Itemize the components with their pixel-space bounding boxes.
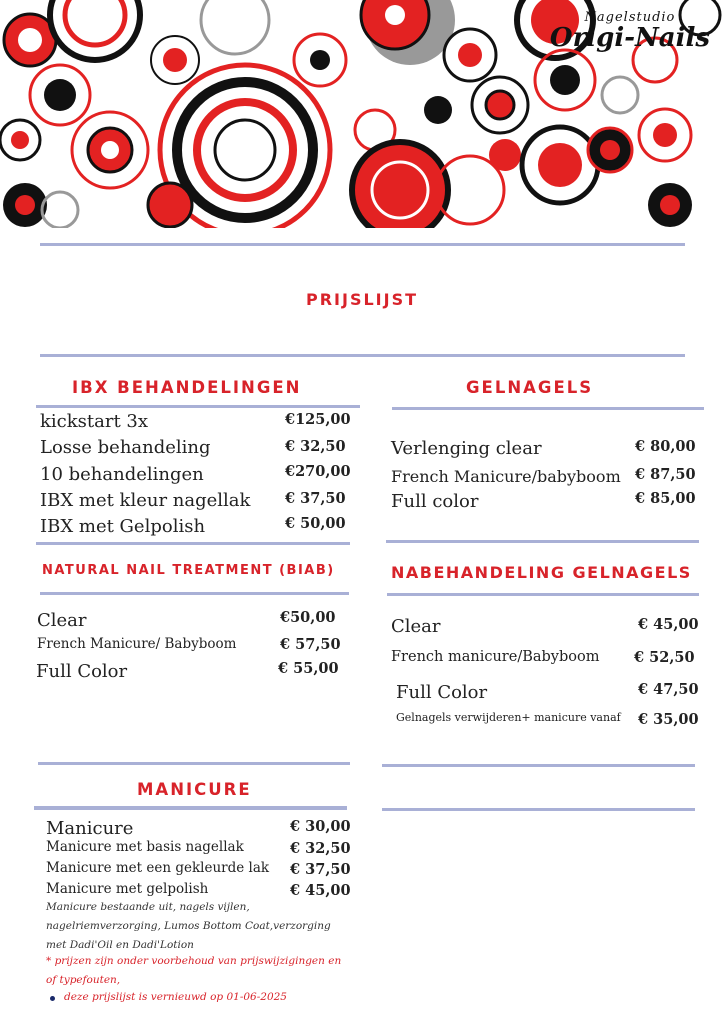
divider-biab <box>40 592 349 595</box>
divider-nabehandeling <box>387 593 699 596</box>
nabehandeling-item: Full Color <box>396 682 488 703</box>
section-title-biab: NATURAL NAIL TREATMENT (BIAB) <box>42 563 335 578</box>
manicure-price: € 32,50 <box>290 840 351 857</box>
biab-item: Clear <box>37 610 87 631</box>
divider-manicure-top <box>38 762 350 765</box>
manicure-item: Manicure met een gekleurde lak <box>46 860 270 876</box>
ibx-price: € 37,50 <box>285 490 346 507</box>
gelnagels-price: € 80,00 <box>635 438 696 455</box>
nabehandeling-price: € 52,50 <box>634 649 695 666</box>
divider-manicure <box>34 806 347 810</box>
manicure-description: Manicure bestaande uit, nagels vijlen, nagelriemverzorging, Lumos Bottom Coat,verzorging met Dadi'Oil en Dadi'Lotion <box>46 901 331 951</box>
manicure-price: € 30,00 <box>290 818 351 835</box>
divider-gelnagels-bottom <box>386 540 699 543</box>
price-disclaimer: * prijzen zijn onder voorbehoud van prijswijzigingen en of typefouten, <box>46 955 342 986</box>
manicure-price: € 37,50 <box>290 861 351 878</box>
ibx-price: €125,00 <box>285 411 351 428</box>
biab-price: € 57,50 <box>280 636 341 653</box>
biab-item: French Manicure/ Babyboom <box>37 636 237 652</box>
ibx-item: IBX met Gelpolish <box>40 516 206 537</box>
divider-ibx-bottom <box>36 542 350 545</box>
divider-right-end <box>382 808 695 811</box>
ibx-item: Losse behandeling <box>40 437 211 458</box>
page-title: PRIJSLIJST <box>306 290 419 309</box>
manicure-price: € 45,00 <box>290 882 351 899</box>
studio-logo <box>550 10 710 51</box>
nabehandeling-item: French manicure/Babyboom <box>391 649 600 665</box>
gelnagels-item: French Manicure/babyboom <box>391 467 621 486</box>
ibx-price: € 32,50 <box>285 438 346 455</box>
biab-price: €50,00 <box>280 609 336 626</box>
manicure-item: Manicure met gelpolish <box>46 881 209 897</box>
logo-line1: Nagelstudio <box>584 10 676 25</box>
header-banner <box>0 0 724 228</box>
nabehandeling-price: € 47,50 <box>638 681 699 698</box>
section-title-gelnagels: GELNAGELS <box>466 378 594 397</box>
divider-top <box>40 243 685 246</box>
section-title-manicure: MANICURE <box>137 780 252 799</box>
gelnagels-price: € 87,50 <box>635 466 696 483</box>
ibx-price: €270,00 <box>285 463 351 480</box>
divider-gelnagels <box>392 407 704 410</box>
biab-price: € 55,00 <box>278 660 339 677</box>
ibx-item: kickstart 3x <box>40 411 149 432</box>
gelnagels-price: € 85,00 <box>635 490 696 507</box>
biab-item: Full Color <box>36 661 128 682</box>
update-note: deze prijslijst is vernieuwd op 01-06-2025 <box>64 991 287 1003</box>
manicure-item: Manicure <box>46 818 134 839</box>
gelnagels-item: Verlenging clear <box>391 438 542 459</box>
ibx-item: IBX met kleur nagellak <box>40 490 251 511</box>
divider-heading <box>40 354 685 357</box>
nabehandeling-item: Clear <box>391 616 441 637</box>
divider-nabehandeling-bottom <box>382 764 695 767</box>
divider-ibx <box>36 405 360 408</box>
ibx-item: 10 behandelingen <box>40 464 204 485</box>
nabehandeling-item: Gelnagels verwijderen+ manicure vanaf <box>396 711 621 724</box>
nabehandeling-price: € 45,00 <box>638 616 699 633</box>
logo-line2: Origi-Nails <box>549 23 710 53</box>
manicure-item: Manicure met basis nagellak <box>46 839 244 855</box>
section-title-ibx: IBX BEHANDELINGEN <box>72 378 302 397</box>
ibx-price: € 50,00 <box>285 515 346 532</box>
bullet-icon <box>50 996 55 1001</box>
gelnagels-item: Full color <box>391 491 479 512</box>
section-title-nabehandeling: NABEHANDELING GELNAGELS <box>391 563 692 582</box>
nabehandeling-price: € 35,00 <box>638 711 699 728</box>
